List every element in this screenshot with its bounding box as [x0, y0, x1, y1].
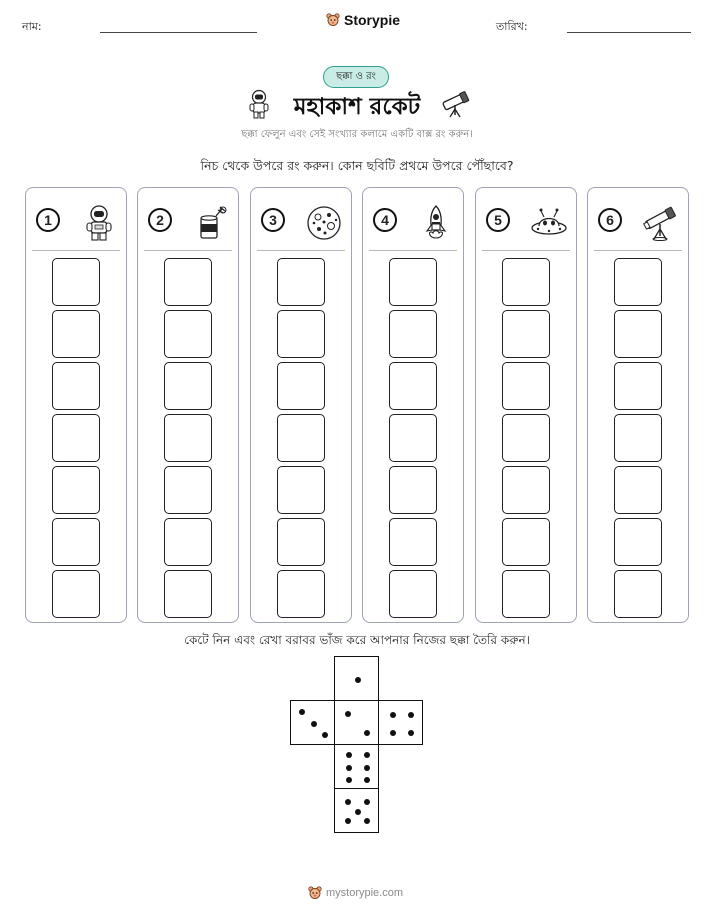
dice-face-3 [290, 700, 335, 745]
column-header [371, 204, 457, 244]
dice-pip [364, 730, 370, 736]
color-box[interactable] [614, 310, 662, 358]
column-1 [25, 187, 127, 623]
color-box[interactable] [164, 362, 212, 410]
moon-icon [305, 204, 343, 242]
color-box[interactable] [277, 414, 325, 462]
color-box[interactable] [52, 466, 100, 514]
color-box[interactable] [277, 570, 325, 618]
column-3 [250, 187, 352, 623]
dice-pip [364, 752, 370, 758]
color-box[interactable] [52, 310, 100, 358]
brand-logo [326, 12, 400, 28]
color-box[interactable] [389, 570, 437, 618]
cut-instruction: কেটে নিন এবং রেখা বরাবর ভাঁজ করে আপনার নিজের ছক্কা তৈরি করুন। [184, 633, 530, 647]
dice-pip [299, 709, 305, 715]
color-box[interactable] [277, 466, 325, 514]
color-box[interactable] [164, 414, 212, 462]
color-box[interactable] [389, 362, 437, 410]
color-box[interactable] [52, 518, 100, 566]
column-number: 6 [598, 208, 622, 232]
page-title: মহাকাশ রকেট [293, 94, 421, 120]
column-6 [587, 187, 689, 623]
color-box[interactable] [614, 258, 662, 306]
dice-pip [311, 721, 317, 727]
color-box[interactable] [614, 518, 662, 566]
divider [144, 250, 232, 251]
dice-pip [355, 809, 361, 815]
activity-badge: ছক্কা ও রং [323, 66, 389, 88]
astronaut-icon [80, 204, 118, 242]
telescope-icon [440, 89, 472, 119]
color-box[interactable] [502, 518, 550, 566]
dice-face-5 [334, 788, 379, 833]
dice-pip [345, 799, 351, 805]
column-number: 3 [261, 208, 285, 232]
subtitle: ছক্কা ফেলুন এবং সেই সংখ্যার কলামে একটি বাক্স রং করুন। [241, 129, 473, 140]
dice-pip [355, 677, 361, 683]
color-box[interactable] [502, 570, 550, 618]
telescope-icon [642, 204, 680, 242]
color-box[interactable] [164, 258, 212, 306]
instruction: নিচ থেকে উপরে রং করুন। কোন ছবিটি প্রথমে উপরে পৌঁছাবে? [200, 158, 514, 173]
dice-pip [408, 712, 414, 718]
name-label: নাম: [22, 20, 42, 33]
color-box[interactable] [389, 258, 437, 306]
column-number: 5 [486, 208, 510, 232]
column-header [259, 204, 345, 244]
column-2 [137, 187, 239, 623]
color-box[interactable] [52, 362, 100, 410]
color-box[interactable] [52, 258, 100, 306]
color-box[interactable] [389, 466, 437, 514]
dice-pip [390, 712, 396, 718]
divider [594, 250, 682, 251]
column-4 [362, 187, 464, 623]
color-box[interactable] [277, 310, 325, 358]
color-box[interactable] [389, 414, 437, 462]
dice-pip [346, 777, 352, 783]
color-box[interactable] [164, 518, 212, 566]
dice-face-4 [378, 700, 423, 745]
dice-pip [364, 818, 370, 824]
color-box[interactable] [277, 518, 325, 566]
column-number: 4 [373, 208, 397, 232]
color-box[interactable] [164, 570, 212, 618]
bear-logo-icon [326, 13, 340, 27]
dice-pip [346, 765, 352, 771]
name-line[interactable] [100, 32, 257, 33]
column-header [34, 204, 120, 244]
divider [32, 250, 120, 251]
column-number: 2 [148, 208, 172, 232]
color-box[interactable] [52, 414, 100, 462]
footer-url: mystorypie.com [326, 887, 404, 899]
dice-pip [322, 732, 328, 738]
dice-pip [364, 765, 370, 771]
dice-pip [345, 711, 351, 717]
footer [308, 886, 403, 900]
color-box[interactable] [277, 362, 325, 410]
dice-pip [364, 777, 370, 783]
fuel-can-icon [192, 204, 230, 242]
bear-logo-icon [308, 886, 322, 900]
color-box[interactable] [614, 362, 662, 410]
color-box[interactable] [614, 414, 662, 462]
color-box[interactable] [389, 310, 437, 358]
color-box[interactable] [502, 258, 550, 306]
column-header [146, 204, 232, 244]
color-box[interactable] [277, 258, 325, 306]
brand-name: Storypie [344, 12, 401, 28]
dice-pip [346, 752, 352, 758]
color-box[interactable] [502, 466, 550, 514]
color-box[interactable] [164, 310, 212, 358]
dice-face-1 [334, 656, 379, 701]
column-number: 1 [36, 208, 60, 232]
date-line[interactable] [567, 32, 691, 33]
color-box[interactable] [614, 570, 662, 618]
divider [369, 250, 457, 251]
dice-pip [345, 818, 351, 824]
rocket-icon [417, 204, 455, 242]
color-box[interactable] [502, 414, 550, 462]
divider [482, 250, 570, 251]
divider [257, 250, 345, 251]
color-box[interactable] [614, 466, 662, 514]
column-5 [475, 187, 577, 623]
column-header [484, 204, 570, 244]
dice-face-2 [334, 700, 379, 745]
color-box[interactable] [164, 466, 212, 514]
dice-pip [408, 730, 414, 736]
dice-pip [364, 799, 370, 805]
color-box[interactable] [52, 570, 100, 618]
color-box[interactable] [389, 518, 437, 566]
dice-pip [390, 730, 396, 736]
dice-face-6 [334, 744, 379, 789]
column-header [596, 204, 682, 244]
ufo-icon [530, 204, 568, 242]
date-label: তারিখ: [496, 20, 528, 33]
color-box[interactable] [502, 362, 550, 410]
color-box[interactable] [502, 310, 550, 358]
